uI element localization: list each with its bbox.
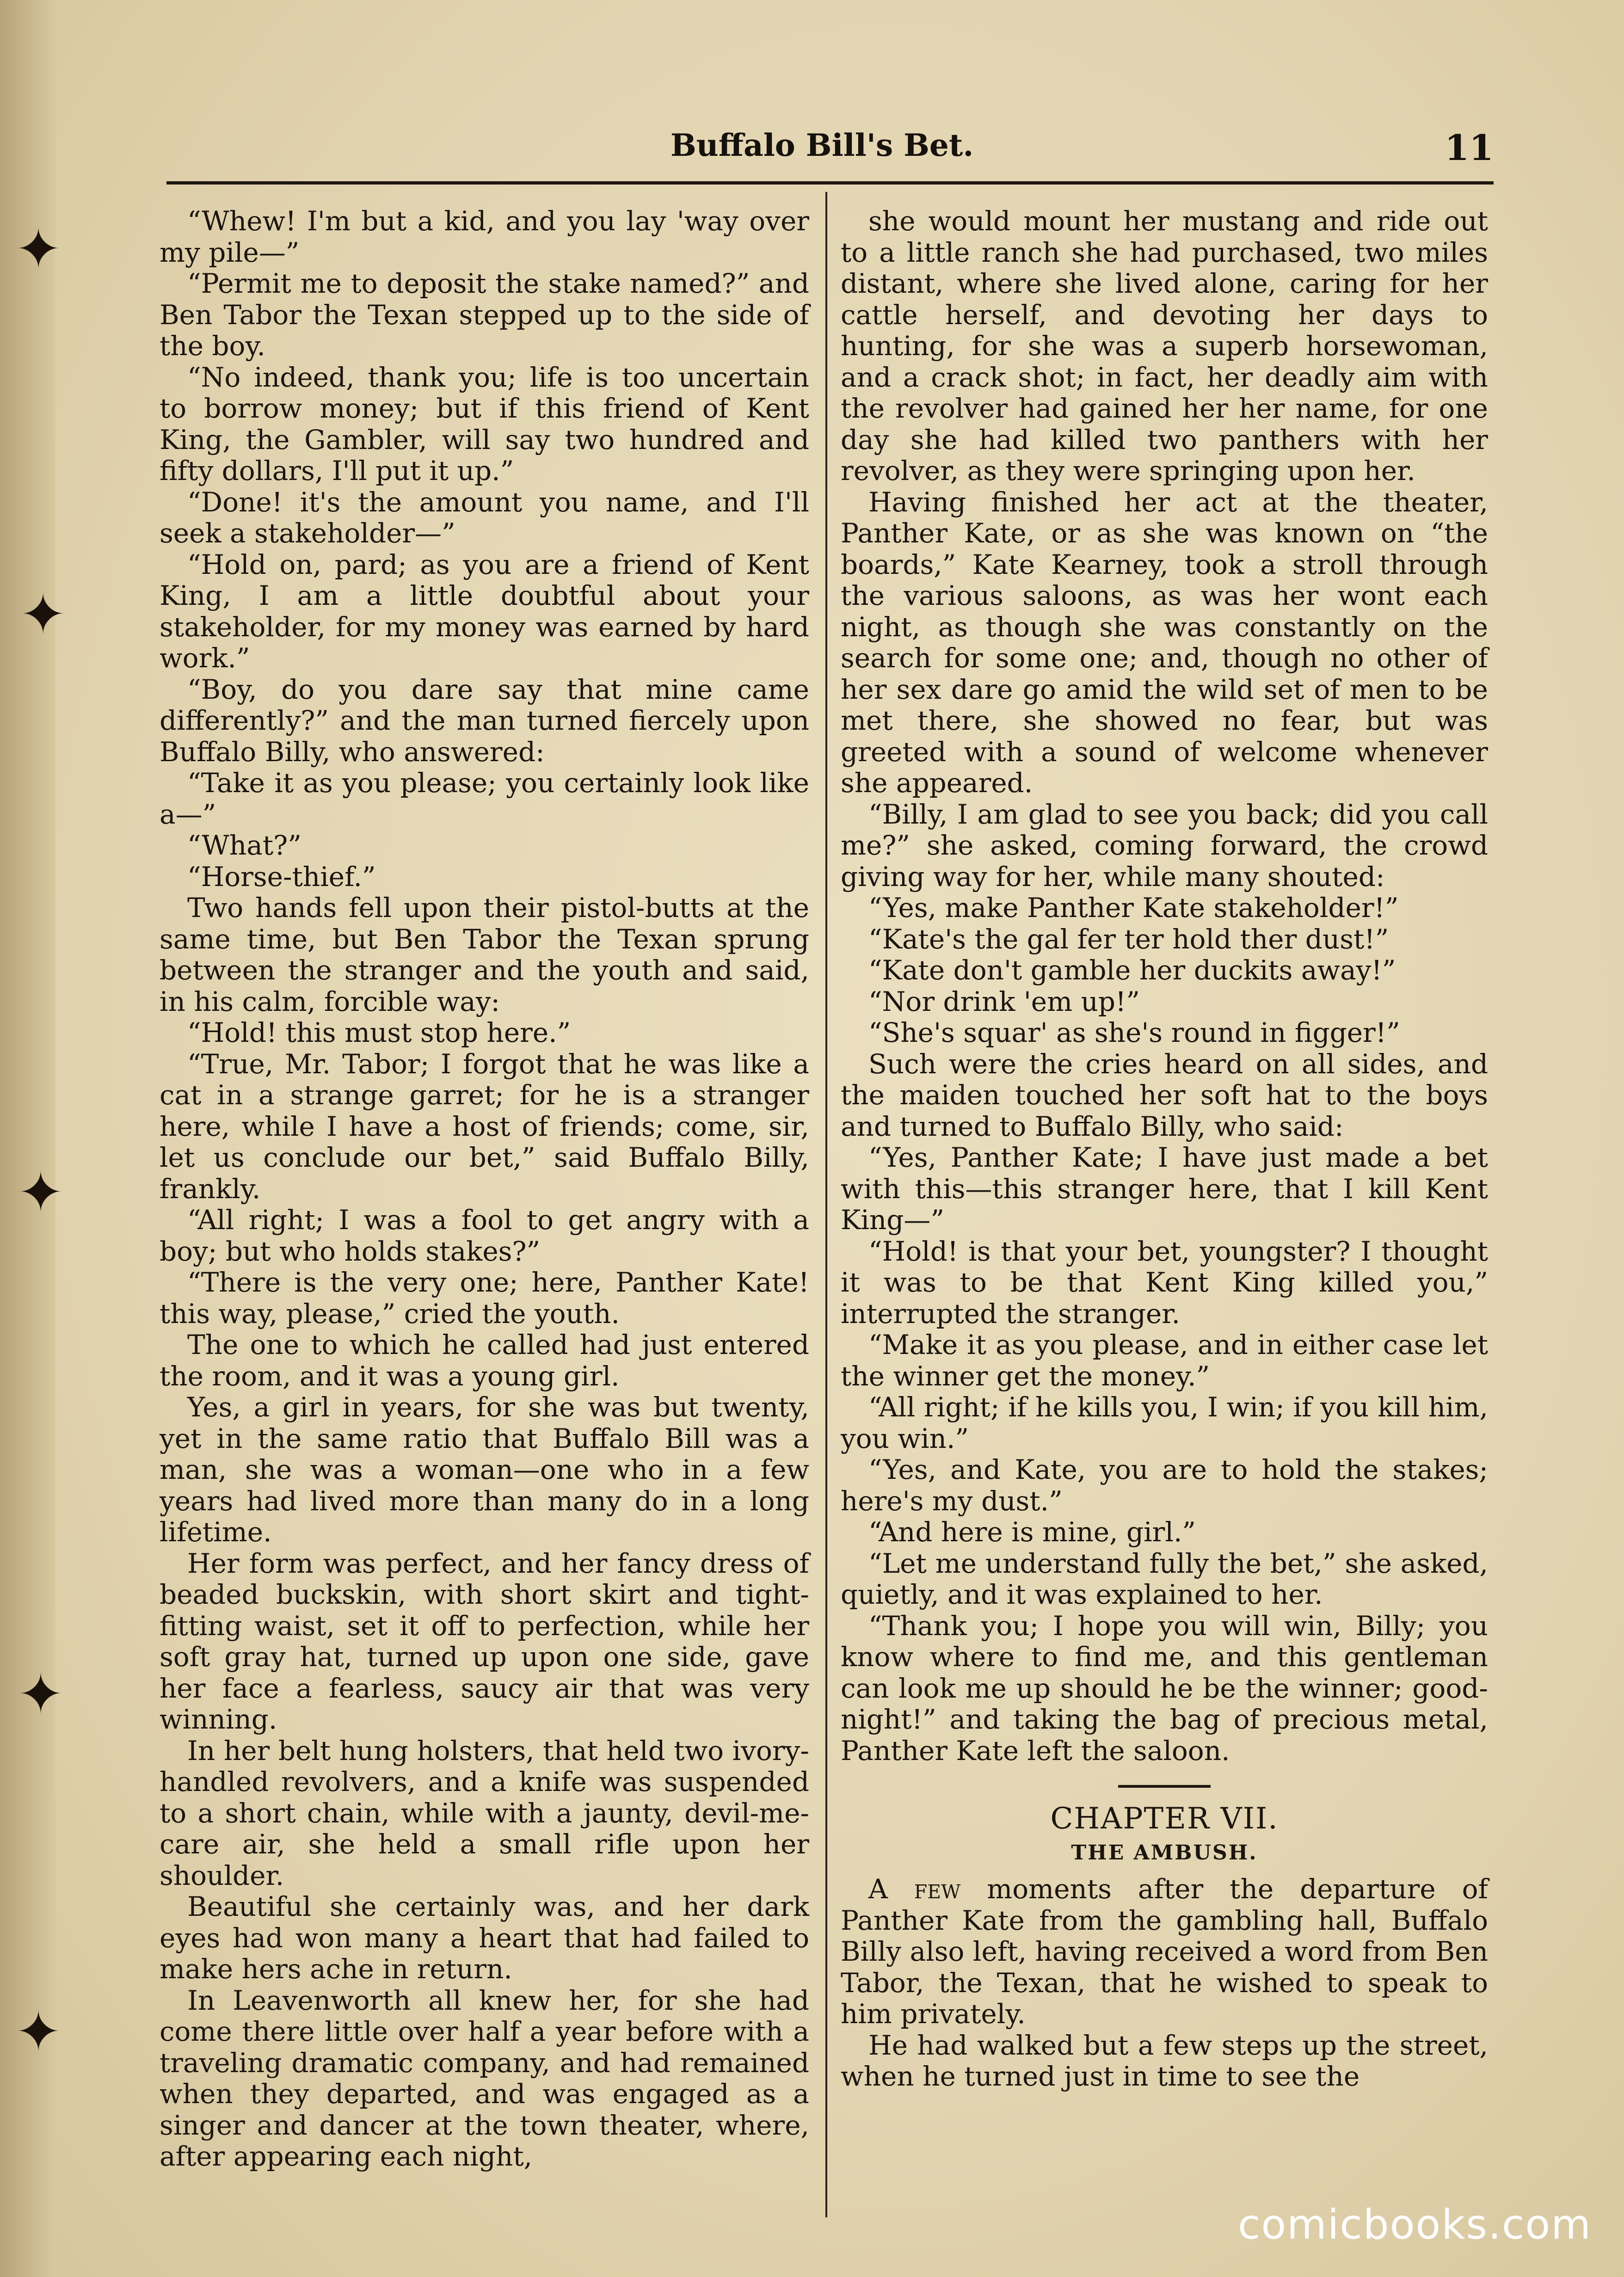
paragraph: “Yes, and Kate, you are to hold the stakes; here's my dust.” [841, 1454, 1488, 1517]
column-divider [825, 192, 827, 2217]
paragraph: In Leavenworth all knew her, for she had come there little over half a year before with a traveling dramatic company, and had remained when they departed, and was engaged as a singer and dancer at the town theater, where, after appearing each night, [160, 1984, 809, 2172]
binding-holes [8, 0, 73, 2277]
paragraph: Having finished her act at the theater, Panther Kate, or as she was known on “the boards,” Kate Kearney, took a stroll through the various saloons, as was her wont each night, as though she was constantly on the search for some one; and, though no other of her sex dare go amid the wild set of men to be met there, she showed no fear, but was greeted with a sound of welcome whenever she appeared. [841, 486, 1488, 799]
binding-hole-icon: ✦ [17, 1161, 64, 1225]
paragraph: Beautiful she certainly was, and her dark eyes had won many a heart that had failed to make hers ache in return. [160, 1891, 809, 1985]
watermark: comicbooks.com [1237, 2201, 1592, 2248]
paragraph: “Hold! is that your bet, youngster? I thought it was to be that Kent King killed you,” interrupted the stranger. [841, 1235, 1488, 1329]
paragraph: Two hands fell upon their pistol-butts at the same time, but Ben Tabor the Texan sprung between the stranger and the youth and said, in his calm, forcible way: [160, 892, 809, 1017]
chapter-lead-words: A few [868, 1873, 961, 1905]
chapter-opening-text: moments after the departure of Panther Kate from the gambling hall, Buffalo Billy also left, having received a word from Ben Tabor, the Texan, that he wished to speak to him privately. [841, 1873, 1488, 2030]
paragraph: “Whew! I'm but a kid, and you lay 'way over my pile—” [160, 205, 809, 268]
binding-hole-icon: ✦ [19, 583, 67, 647]
chapter-subtitle: THE AMBUSH. [1071, 1841, 1258, 1865]
paragraph: “Kate's the gal fer ter hold ther dust!” [868, 923, 1389, 955]
paragraph: “Boy, do you dare say that mine came differently?” and the man turned fiercely upon Buffalo Billy, who answered: [160, 673, 809, 768]
paragraph: “Yes, Panther Kate; I have just made a bet with this—this stranger here, that I kill Kent King—” [841, 1142, 1488, 1236]
paragraph: Her form was perfect, and her fancy dress of beaded buckskin, with short skirt and tight-fitting waist, set it off to perfection, while her soft gray hat, turned up upon one side, gave her face a fearless, saucy air that was very winning. [160, 1547, 809, 1735]
chapter-title: CHAPTER VII. [1050, 1802, 1279, 1836]
paragraph: “Billy, I am glad to see you back; did you call me?” she asked, coming forward, the crowd giving way for her, while many shouted: [841, 798, 1488, 892]
paragraph: “True, Mr. Tabor; I forgot that he was like a cat in a strange garret; for he is a stranger here, while I have a host of friends; come, sir, let us conclude our bet,” said Buffalo Billy, frankly. [160, 1048, 809, 1205]
binding-hole-icon: ✦ [17, 1662, 64, 1727]
header-rule [166, 181, 1494, 185]
paragraph: “Make it as you please, and in either case let the winner get the money.” [841, 1329, 1488, 1392]
paragraph: “Take it as you please; you certainly look like a—” [160, 767, 809, 830]
paragraph: “Thank you; I hope you will win, Billy; you know where to find me, and this gentleman can look me up should he be the winner; good-night!” and taking the bag of precious metal, Panther Kate left the saloon. [841, 1610, 1488, 1766]
running-title: Buffalo Bill's Bet. [671, 127, 974, 163]
right-column [841, 206, 1488, 2092]
paragraph: Yes, a girl in years, for she was but twenty, yet in the same ratio that Buffalo Bill was a man, she was a woman—one who in a few years had lived more than many do in a long lifetime. [160, 1391, 809, 1548]
binding-hole-icon: ✦ [15, 217, 62, 282]
paragraph: In her belt hung holsters, that held two ivory-handled revolvers, and a knife was suspended to a short chain, while with a jaunty, devil-me-care air, she held a small rifle upon her shoulder. [160, 1735, 809, 1891]
paragraph [841, 1874, 1488, 2030]
paragraph: “She's squar' as she's round in figger!” [868, 1017, 1400, 1048]
chapter-heading [841, 1785, 1488, 1869]
paragraph: “All right; I was a fool to get angry with a boy; but who holds stakes?” [160, 1204, 809, 1267]
paragraph: “Yes, make Panther Kate stakeholder!” [868, 892, 1399, 923]
paragraph: Such were the cries heard on all sides, and the maiden touched her soft hat to the boys and turned to Buffalo Billy, who said: [841, 1048, 1488, 1142]
paragraph: The one to which he called had just entered the room, and it was a young girl. [160, 1329, 809, 1392]
paragraph: “There is the very one; here, Panther Kate! this way, please,” cried the youth. [160, 1267, 809, 1329]
page-number: 11 [1445, 127, 1494, 168]
paragraph: “Hold on, pard; as you are a friend of Kent King, I am a little doubtful about your stakeholder, for my money was earned by hard work.” [160, 548, 809, 674]
paragraph: “And here is mine, girl.” [868, 1516, 1196, 1548]
paragraph: “Permit me to deposit the stake named?” and Ben Tabor the Texan stepped up to the side of the boy. [160, 268, 809, 362]
paragraph: “Horse-thief.” [187, 861, 376, 892]
paragraph: “What?” [187, 830, 301, 861]
paragraph: “Nor drink 'em up!” [868, 985, 1140, 1017]
running-head [162, 118, 1494, 173]
paragraph: “Let me understand fully the bet,” she asked, quietly, and it was explained to her. [841, 1547, 1488, 1610]
paragraph: she would mount her mustang and ride out to a little ranch she had purchased, two miles distant, where she lived alone, caring for her cattle herself, and devoting her days to hunting, for she was a superb horsewoman, and a crack shot; in fact, her deadly aim with the revolver had gained her her name, for one day she had killed two panthers with her revolver, as they were springing upon her. [841, 205, 1488, 486]
chapter-body [841, 1874, 1488, 2092]
paragraph: “No indeed, thank you; life is too uncertain to borrow money; but if this friend of Kent King, the Gambler, will say two hundred and fifty dollars, I'll put it up.” [160, 361, 809, 486]
paragraph: He had walked but a few steps up the street, when he turned just in time to see the [841, 2029, 1488, 2092]
right-column-text [841, 206, 1488, 1766]
paragraph: “Hold! this must stop here.” [187, 1017, 571, 1048]
paragraph: “Kate don't gamble her duckits away!” [868, 954, 1396, 986]
binding-hole-icon: ✦ [15, 2000, 62, 2064]
left-column [160, 206, 809, 2172]
paragraph: “Done! it's the amount you name, and I'll seek a stakeholder—” [160, 486, 809, 549]
paragraph: “All right; if he kills you, I win; if you kill him, you win.” [841, 1391, 1488, 1454]
chapter-rule [1118, 1785, 1211, 1788]
